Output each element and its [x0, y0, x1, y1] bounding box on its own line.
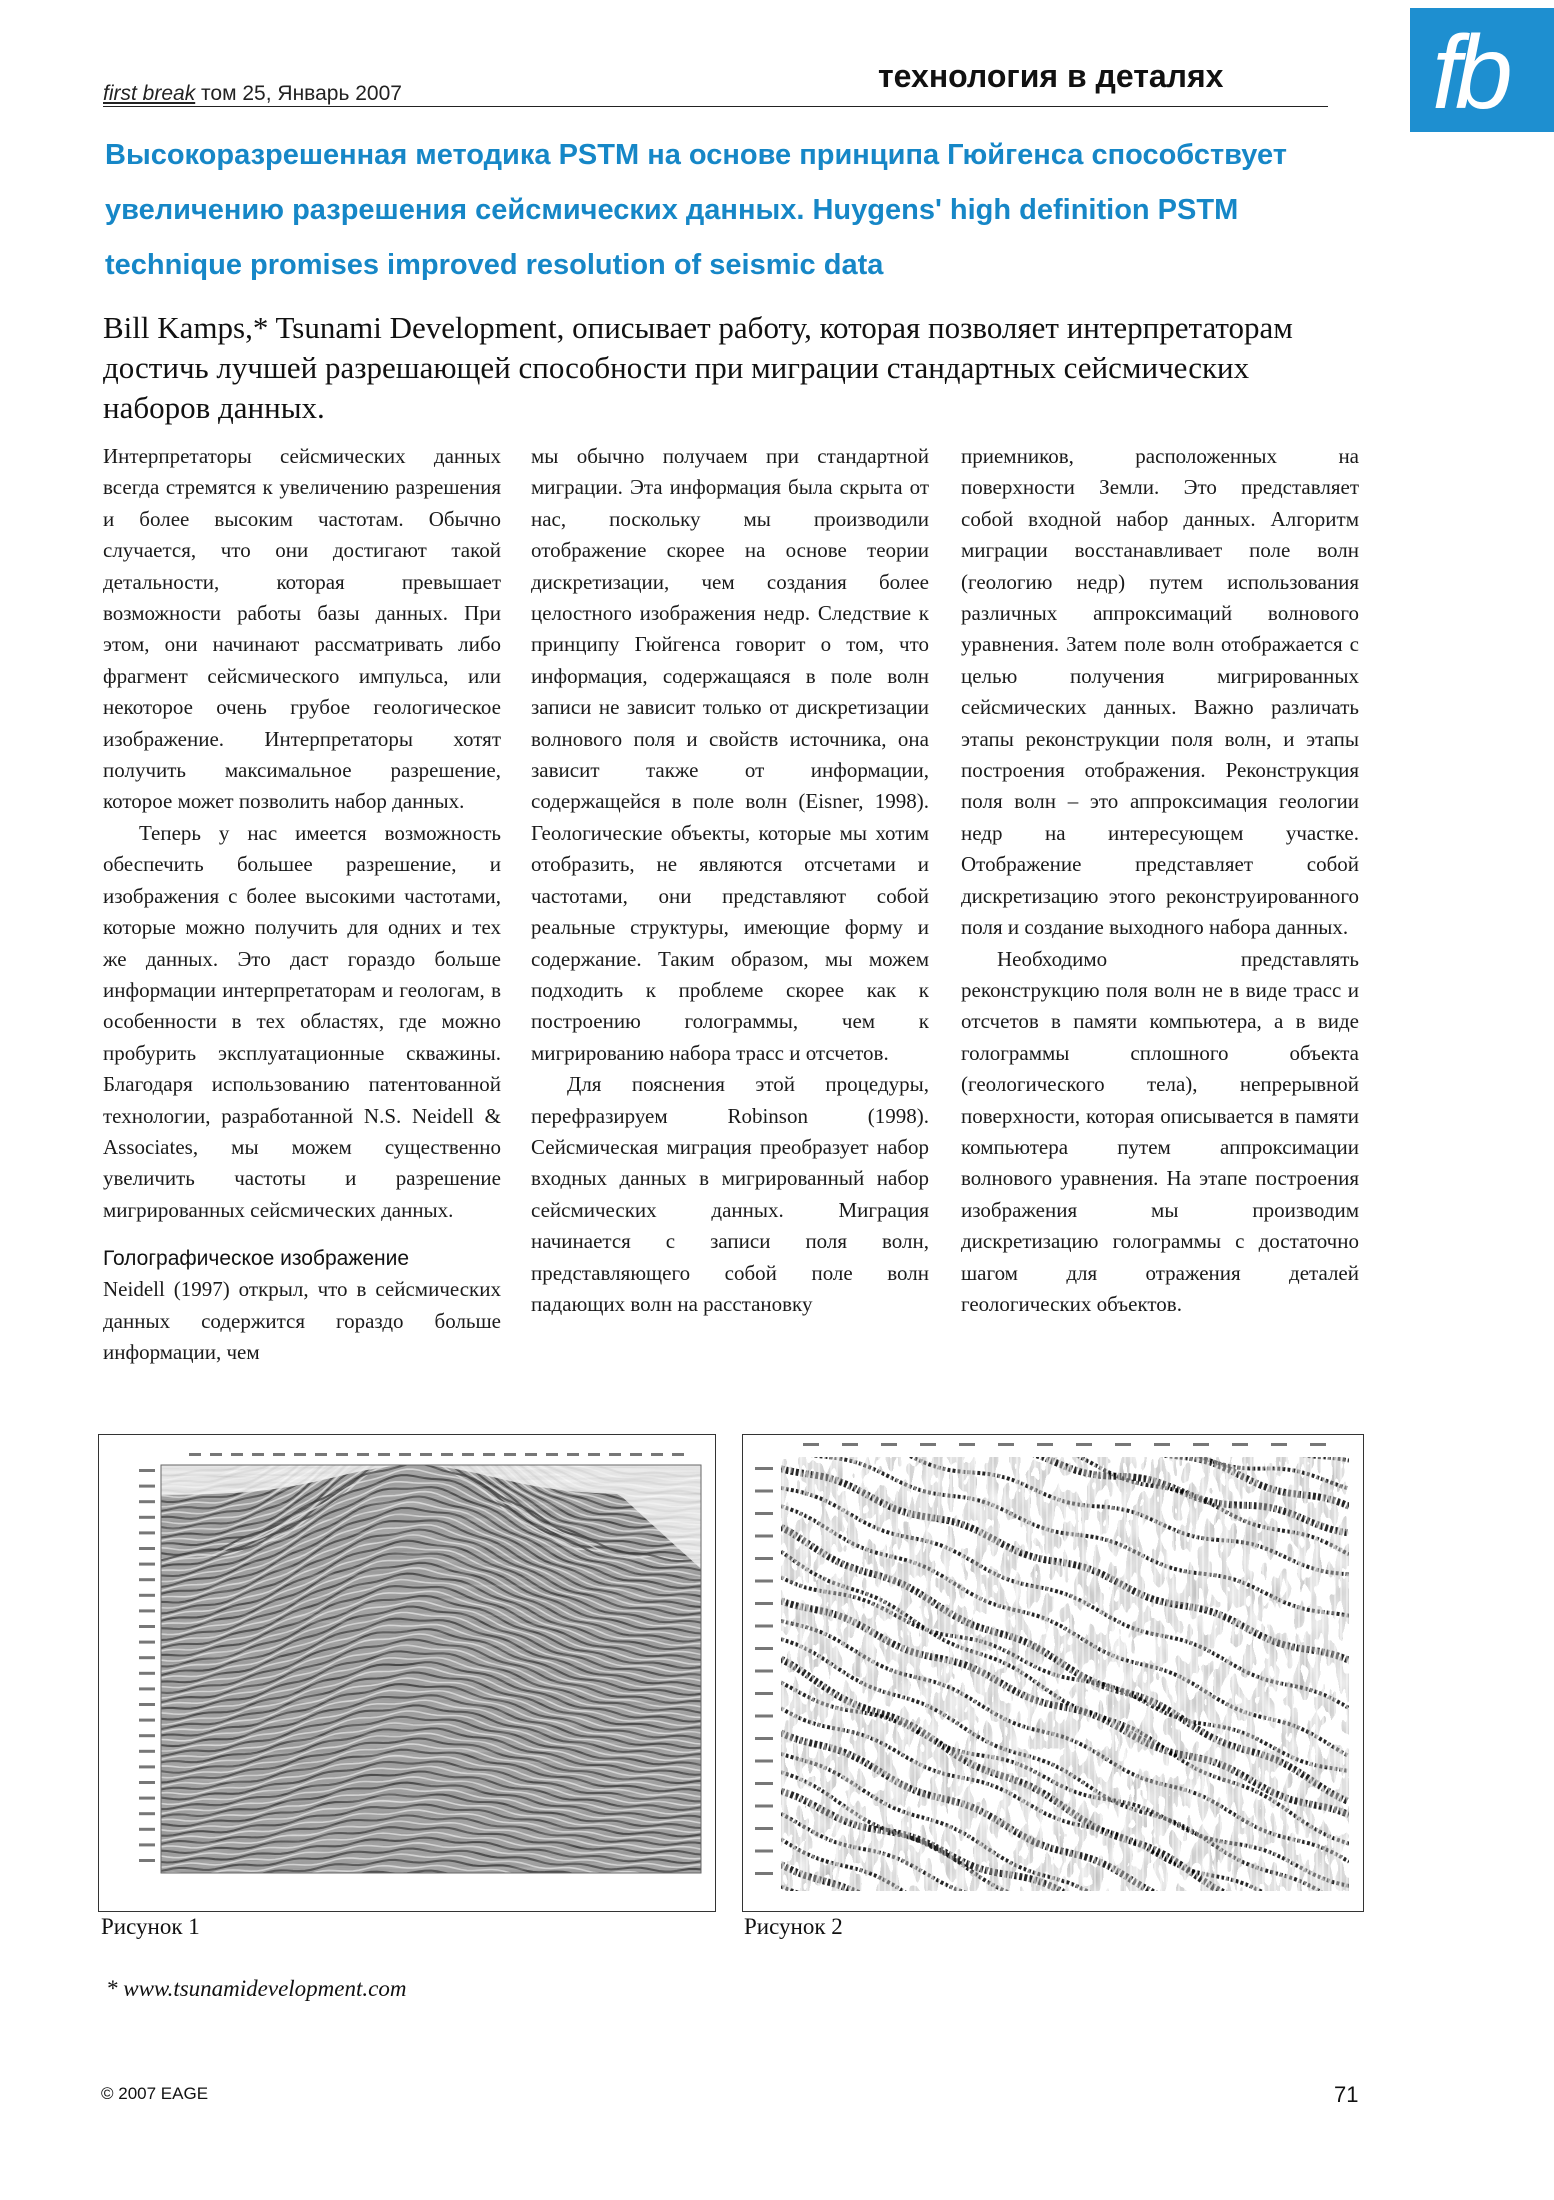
footnote: * www.tsunamidevelopment.com [106, 1976, 407, 2001]
subheading: Голографическое изображение [103, 1247, 410, 1271]
time-tick [755, 1827, 773, 1830]
paragraph: Интерпретаторы сейсмических данных всегда стремятся к увеличению разрешения и более высоким частотам. Обычно случается, что они достигают такой детальности, которая превышает возможности работы базы данных. При этом, они начинают рассматривать либо фрагмент сейсмического импульса, или некоторое очень грубое геологическое изображение. Интерпретаторы хотят получить максимальное разрешение, которое может позволить набор данных. [103, 444, 501, 814]
title-line: Высокоразрешенная методика PSTM на основе принципа Гюйгенса способствует [105, 139, 1287, 171]
time-tick [755, 1782, 773, 1785]
trace-tick [881, 1443, 897, 1446]
time-tick [139, 1578, 155, 1581]
trace-tick [672, 1453, 684, 1456]
time-tick [755, 1692, 773, 1695]
trace-tick [483, 1453, 495, 1456]
magazine-name: first break [103, 82, 196, 105]
paragraph: Neidell (1997) открыл, что в сейсмических данных содержится гораздо больше информации, чем [103, 1277, 501, 1364]
lead-line: наборов данных. [103, 390, 325, 425]
time-tick [755, 1580, 773, 1583]
trace-tick [1115, 1443, 1131, 1446]
trace-tick [1271, 1443, 1287, 1446]
time-tick [755, 1512, 773, 1515]
trace-tick [315, 1453, 327, 1456]
trace-tick [357, 1453, 369, 1456]
trace-tick [399, 1453, 411, 1456]
figure-1-seismic-section [98, 1434, 716, 1912]
paragraph: приемников, расположенных на поверхности Земли. Это представляет собой входной набор данных. Алгоритм миграции восстанавливает поле волн (геологию недр) путем использования различных аппроксимаций волнового уравнения. Затем поле волн отображается с целью получения мигрированных сейсмических данных. Важно различать этапы реконструкции поля волн, и этапы построения отображения. Реконструкция поля волн – это аппроксимация геологии недр на интересующем участке. Отображение представляет собой дискретизацию этого реконструированного поля и создание выходного набора данных. [961, 444, 1359, 940]
trace-tick [525, 1453, 537, 1456]
time-tick [139, 1625, 155, 1628]
header-rule [103, 106, 1328, 107]
page-number: 71 [1334, 2082, 1359, 2107]
time-tick [755, 1467, 773, 1470]
time-tick [755, 1850, 773, 1853]
time-tick [755, 1557, 773, 1560]
time-tick [139, 1703, 155, 1706]
paragraph: Теперь у нас имеется возможность обеспечить большее разрешение, и изображения с более высокими частотами, которые можно получить для одних и тех же данных. Это даст гораздо больше информации интерпретаторам и геологам, в особенности в тех областях, где можно пробурить эксплуатационные скважины. Благодаря использованию патентованной технологии, разработанной N.S. Neidell & Associates, мы можем существенно увеличить частоты и разрешение мигрированных сейсмических данных. [103, 820, 501, 1222]
paragraph: Необходимо представлять реконструкцию поля волн не в виде трасс и отсчетов в памяти компьютера, а в виде голограммы сплошного объекта (геологического тела), непрерывной поверхности, которая описывается в памяти компьютера путем аппроксимации волнового уравнения. На этапе построения изображения мы производим дискретизацию голограммы с достаточно шагом для отражения деталей геологических объектов. [961, 946, 1359, 1316]
trace-tick [1076, 1443, 1092, 1446]
time-tick [139, 1719, 155, 1722]
time-tick [139, 1485, 155, 1488]
lead-paragraph [103, 308, 1403, 428]
time-tick [755, 1647, 773, 1650]
figure-1-caption: Рисунок 1 [101, 1914, 200, 1939]
title-line: увеличению разрешения сейсмических данных. Huygens' high definition PSTM [105, 194, 1239, 226]
time-tick [755, 1602, 773, 1605]
time-tick [755, 1805, 773, 1808]
time-tick [139, 1594, 155, 1597]
trace-tick [842, 1443, 858, 1446]
trace-tick [441, 1453, 453, 1456]
time-tick [139, 1516, 155, 1519]
trace-tick [210, 1453, 222, 1456]
time-tick [139, 1750, 155, 1753]
lead-line: Bill Kamps,* Tsunami Development, описывает работу, которая позволяет интерпретаторам [103, 310, 1293, 345]
time-tick [755, 1760, 773, 1763]
time-tick [755, 1670, 773, 1673]
trace-tick [336, 1453, 348, 1456]
trace-tick [1037, 1443, 1053, 1446]
body-column-2 [531, 441, 929, 1320]
trace-tick [1193, 1443, 1209, 1446]
figure-2-seismic-traces [742, 1434, 1364, 1912]
time-tick [755, 1737, 773, 1740]
time-tick [139, 1563, 155, 1566]
wiggle-traces [783, 1457, 1347, 1891]
trace-tick [1232, 1443, 1248, 1446]
time-tick [139, 1765, 155, 1768]
paragraph: Для пояснения этой процедуры, перефразируем Robinson (1998). Сейсмическая миграция преобразует набор входных данных в мигрированный набор сейсмических данных. Миграция начинается с записи поля волн, представляющего собой поле волн падающих волн на расстановку [531, 1072, 929, 1316]
body-column-3 [961, 441, 1359, 1320]
time-tick [139, 1812, 155, 1815]
trace-tick [252, 1453, 264, 1456]
section-title: технология в деталях [878, 58, 1224, 94]
fb-logo [1410, 8, 1554, 132]
time-tick [139, 1531, 155, 1534]
trace-tick [1310, 1443, 1326, 1446]
time-tick [139, 1469, 155, 1472]
time-tick [139, 1828, 155, 1831]
time-tick [139, 1656, 155, 1659]
running-header [103, 82, 402, 106]
time-tick [755, 1625, 773, 1628]
lead-line: достичь лучшей разрешающей способности при миграции стандартных сейсмических [103, 350, 1250, 385]
trace-tick [959, 1443, 975, 1446]
trace-tick [609, 1453, 621, 1456]
paragraph: мы обычно получаем при стандартной миграции. Эта информация была скрыта от нас, поскольку мы производили отображение скорее на основе теории дискретизации, чем создания более целостного изображения недр. Следствие к принципу Гюйгенса говорит о том, что информация, содержащаяся в поле волн записи не зависит только от дискретизации волнового поля и свойств источника, она зависит также от информации, содержащейся в поле волн (Eisner, 1998). Геологические объекты, которые мы хотим отобразить, не являются отсчетами и частотами, они представляют собой реальные структуры, имеющие форму и содержание. Таким образом, мы можем подходить к проблеме скорее как к построению голограммы, чем к мигрированию набора трасс и отсчетов. [531, 444, 929, 1065]
time-tick [755, 1535, 773, 1538]
trace-tick [630, 1453, 642, 1456]
time-tick [139, 1687, 155, 1690]
time-tick [139, 1547, 155, 1550]
trace-tick [294, 1453, 306, 1456]
trace-tick [231, 1453, 243, 1456]
issue-info: том 25, Январь 2007 [195, 82, 402, 105]
logo-text: fb [1432, 15, 1507, 131]
trace-tick [803, 1443, 819, 1446]
body-column-1 [103, 441, 501, 1368]
time-tick [139, 1859, 155, 1862]
time-tick [755, 1872, 773, 1875]
trace-tick [189, 1453, 201, 1456]
trace-tick [588, 1453, 600, 1456]
time-tick [139, 1781, 155, 1784]
trace-tick [546, 1453, 558, 1456]
time-tick [139, 1641, 155, 1644]
trace-tick [1154, 1443, 1170, 1446]
title-line: technique promises improved resolution of seismic data [105, 249, 884, 281]
time-tick [139, 1672, 155, 1675]
time-tick [139, 1797, 155, 1800]
time-tick [755, 1715, 773, 1718]
trace-tick [651, 1453, 663, 1456]
trace-tick [920, 1443, 936, 1446]
time-tick [755, 1490, 773, 1493]
time-tick [139, 1609, 155, 1612]
trace-tick [567, 1453, 579, 1456]
copyright: © 2007 EAGE [101, 2084, 209, 2103]
trace-tick [378, 1453, 390, 1456]
article-title [105, 128, 1405, 293]
time-tick [139, 1843, 155, 1846]
time-tick [139, 1734, 155, 1737]
trace-tick [504, 1453, 516, 1456]
trace-tick [273, 1453, 285, 1456]
figure-2-caption: Рисунок 2 [744, 1914, 843, 1939]
trace-tick [462, 1453, 474, 1456]
trace-tick [998, 1443, 1014, 1446]
time-tick [139, 1500, 155, 1503]
trace-tick [420, 1453, 432, 1456]
